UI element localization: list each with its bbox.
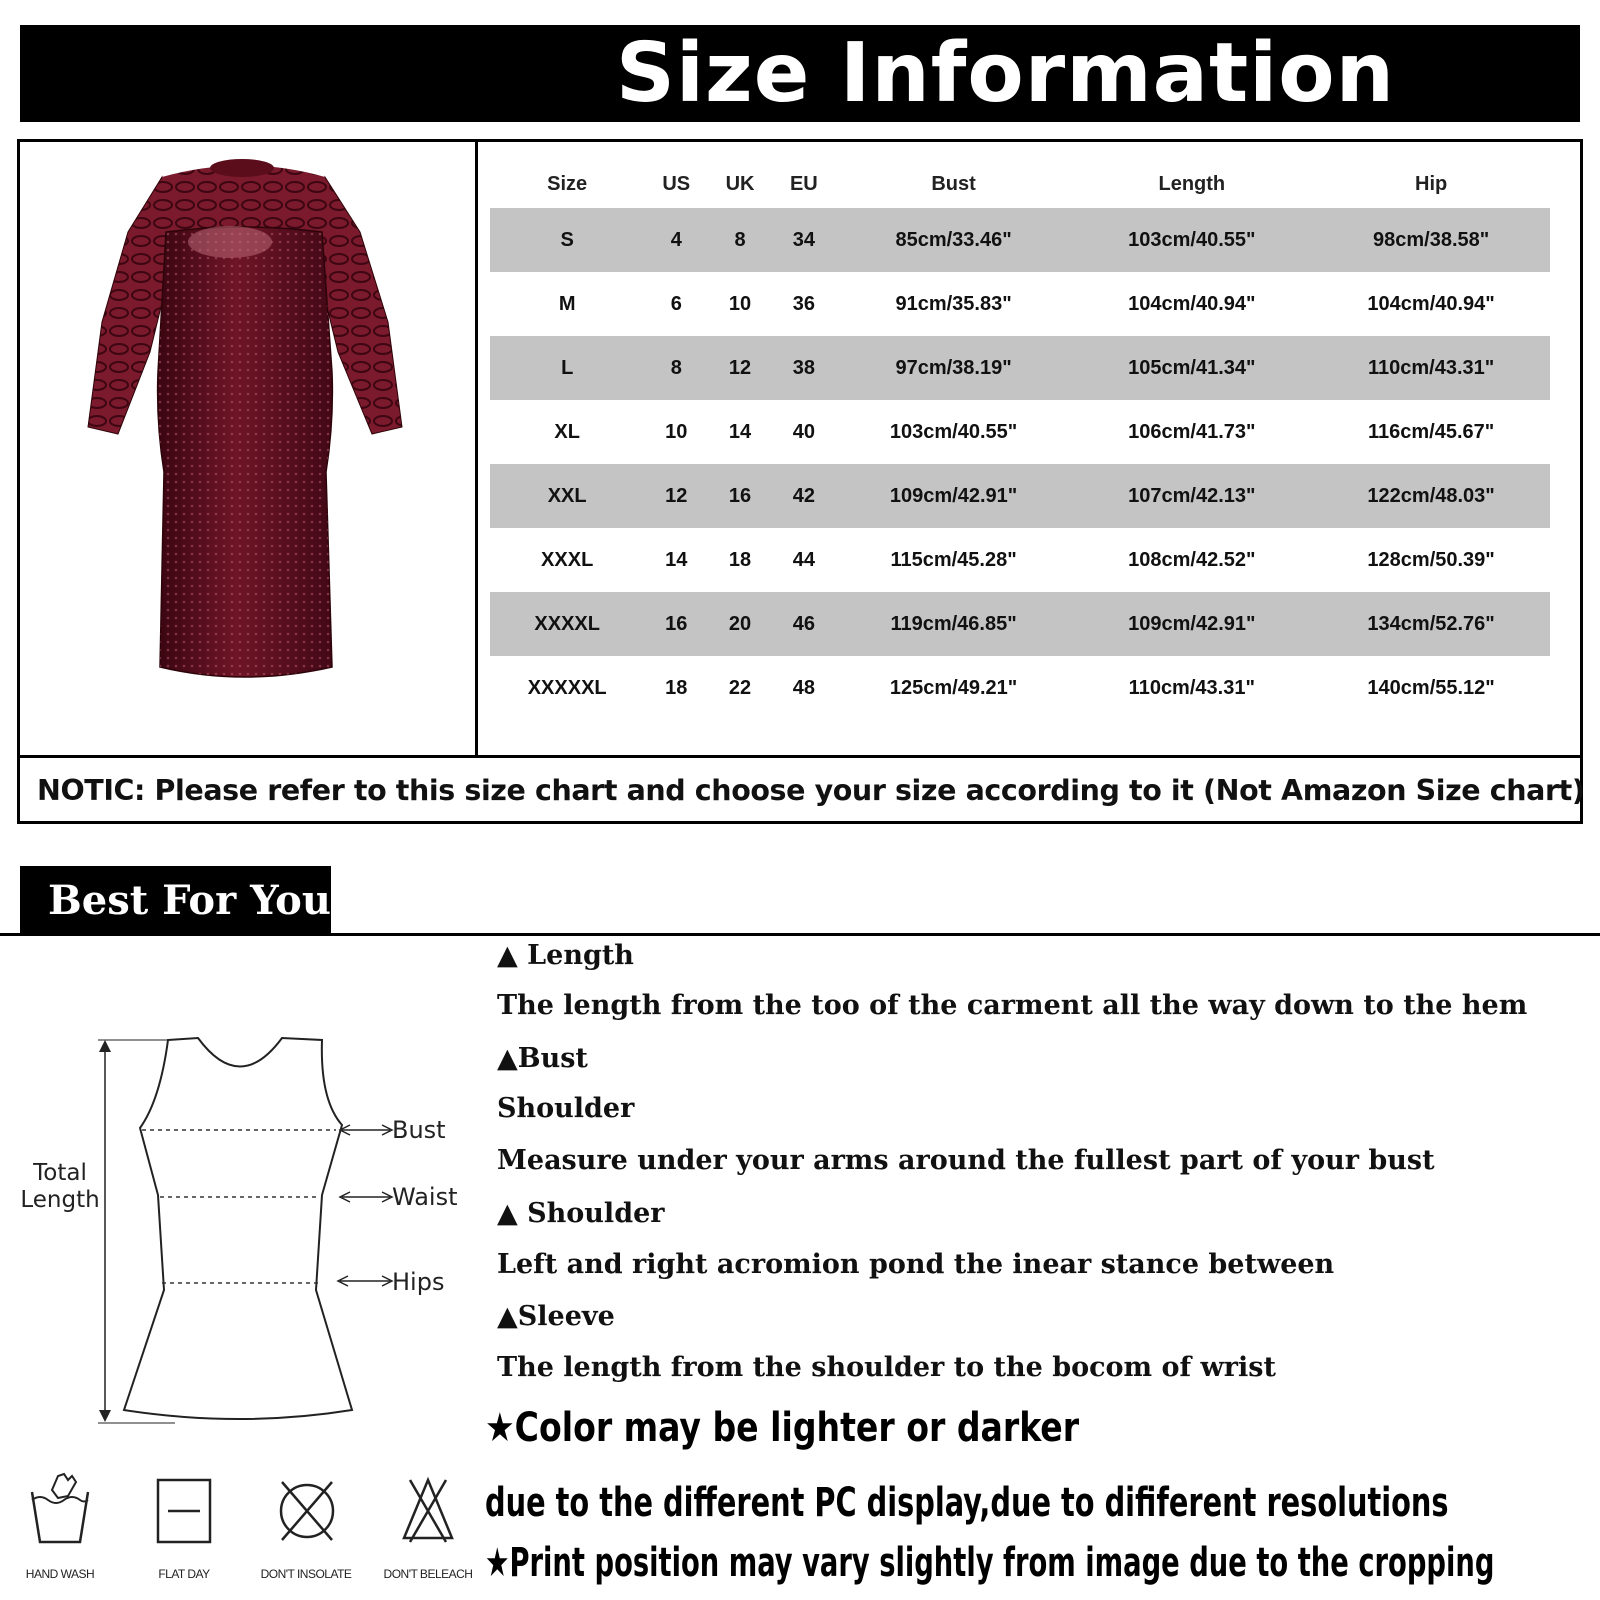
table-cell: 22: [728, 676, 752, 699]
best-for-you-title: Best For You: [48, 877, 331, 924]
care-label: FLAT DAY: [158, 1567, 210, 1581]
waist-label: Waist: [392, 1183, 458, 1211]
table-cell: 108cm/42.52": [1128, 548, 1256, 571]
guide-heading-length: ▲ Length: [497, 940, 634, 971]
care-label: DON'T BELEACH: [383, 1567, 473, 1581]
table-cell: 107cm/42.13": [1071, 464, 1312, 528]
table-cell: XL: [554, 420, 580, 443]
col-bust: Bust: [931, 172, 976, 195]
table-cell: 4: [644, 208, 708, 272]
table-cell: 34: [772, 208, 836, 272]
table-cell: 106cm/41.73": [1128, 420, 1256, 443]
measurement-diagram: [0, 1020, 480, 1430]
do-not-bleach-icon: [400, 1476, 456, 1546]
table-cell: 91cm/35.83": [895, 292, 1012, 315]
table-cell: 16: [644, 592, 708, 656]
guide-text-shoulder-desc: Left and right acromion pond the inear stance between: [497, 1249, 1335, 1280]
table-cell: 128cm/50.39": [1367, 548, 1495, 571]
table-cell: 85cm/33.46": [836, 208, 1072, 272]
hand-wash-icon: [28, 1470, 92, 1550]
table-cell: 10: [665, 420, 688, 443]
table-cell: 110cm/43.31": [1128, 676, 1255, 699]
table-cell: 46: [772, 592, 836, 656]
table-cell: XXXL: [541, 548, 594, 571]
table-cell: 140cm/55.12": [1367, 676, 1495, 699]
guide-heading-shoulder: ▲ Shoulder: [497, 1198, 665, 1229]
col-length: Length: [1158, 172, 1226, 195]
table-cell: 104cm/40.94": [1367, 292, 1495, 315]
table-cell: 115cm/45.28": [890, 548, 1017, 571]
table-row: [490, 208, 1550, 272]
table-cell: M: [558, 292, 576, 315]
table-row: [490, 336, 1550, 400]
col-uk: UK: [725, 172, 755, 195]
table-row: [490, 400, 1550, 464]
col-us: US: [662, 172, 691, 195]
table-row: [490, 464, 1550, 528]
table-cell: XXXXL: [490, 592, 644, 656]
table-cell: 109cm/42.91": [1071, 592, 1312, 656]
section-divider: [0, 933, 1600, 936]
table-cell: 109cm/42.91": [836, 464, 1072, 528]
table-cell: 97cm/38.19": [836, 336, 1072, 400]
table-cell: 105cm/41.34": [1071, 336, 1312, 400]
best-for-you-tab: [20, 866, 331, 935]
bust-label: Bust: [392, 1116, 446, 1144]
table-header-row: [490, 160, 1550, 208]
guide-text-shoulder: Shoulder: [497, 1093, 635, 1124]
table-cell: L: [490, 336, 644, 400]
table-cell: 6: [670, 292, 682, 315]
table-cell: 20: [708, 592, 772, 656]
table-cell: 116cm/45.67": [1367, 420, 1495, 443]
table-cell: 8: [708, 208, 772, 272]
size-table: [490, 160, 1550, 720]
size-notice: NOTIC: Please refer to this size chart and choose your size according to it (Not Amazon Size chart): [37, 774, 1585, 807]
table-cell: 14: [665, 548, 688, 571]
table-cell: 42: [772, 464, 836, 528]
table-cell: 18: [665, 676, 688, 699]
total-length-label-1: Total: [33, 1160, 87, 1186]
col-hip: Hip: [1415, 172, 1448, 195]
table-cell: 44: [792, 548, 815, 571]
table-cell: 40: [792, 420, 815, 443]
guide-text-length: The length from the too of the carment all the way down to the hem: [497, 990, 1528, 1021]
table-row: [490, 528, 1550, 592]
care-label: HAND WASH: [25, 1567, 95, 1581]
table-cell: 16: [708, 464, 772, 528]
note-display: due to the different PC display,due to dififerent resolutions: [485, 1480, 1449, 1526]
table-cell: 14: [728, 420, 752, 443]
product-photo-cell: [20, 142, 478, 755]
table-cell: 8: [644, 336, 708, 400]
col-size: Size: [547, 172, 588, 195]
table-cell: 98cm/38.58": [1312, 208, 1550, 272]
table-row: [490, 592, 1550, 656]
hips-label: Hips: [392, 1268, 445, 1296]
page-title: Size Information: [615, 26, 1395, 121]
table-row: [490, 272, 1550, 336]
guide-text-sleeve: The length from the shoulder to the bocom of wrist: [497, 1352, 1276, 1383]
table-cell: 12: [644, 464, 708, 528]
guide-text-bust: Measure under your arms around the fullest part of your bust: [497, 1145, 1435, 1176]
table-cell: 103cm/40.55": [889, 420, 1018, 443]
table-cell: 12: [708, 336, 772, 400]
table-cell: 104cm/40.94": [1128, 292, 1256, 315]
table-cell: 10: [728, 292, 752, 315]
care-label: DON'T INSOLATE: [260, 1567, 352, 1581]
note-color: ★Color may be lighter or darker: [485, 1405, 1080, 1451]
table-cell: 18: [728, 548, 752, 571]
guide-heading-bust: ▲Bust: [497, 1043, 588, 1074]
title-bar: [20, 25, 1580, 122]
table-cell: 119cm/46.85": [836, 592, 1072, 656]
table-cell: 125cm/49.21": [889, 676, 1018, 699]
table-cell: 38: [772, 336, 836, 400]
notice-row: [20, 755, 1585, 821]
flat-dry-icon: [156, 1478, 212, 1544]
table-cell: XXXXXL: [527, 676, 607, 699]
note-print: ★Print position may vary slightly from image due to the cropping: [485, 1540, 1495, 1586]
table-cell: S: [490, 208, 644, 272]
table-cell: 134cm/52.76": [1312, 592, 1550, 656]
table-cell: 122cm/48.03": [1312, 464, 1550, 528]
dress-photo: [20, 142, 478, 755]
guide-heading-sleeve: ▲Sleeve: [497, 1301, 615, 1332]
total-length-label-2: Length: [20, 1187, 100, 1213]
table-row: [490, 656, 1550, 720]
table-cell: 110cm/43.31": [1312, 336, 1550, 400]
col-eu: EU: [789, 172, 818, 195]
table-cell: 103cm/40.55": [1071, 208, 1312, 272]
do-not-tumble-dry-icon: [276, 1476, 338, 1546]
table-cell: 48: [792, 676, 815, 699]
table-cell: XXL: [490, 464, 644, 528]
table-cell: 36: [792, 292, 815, 315]
